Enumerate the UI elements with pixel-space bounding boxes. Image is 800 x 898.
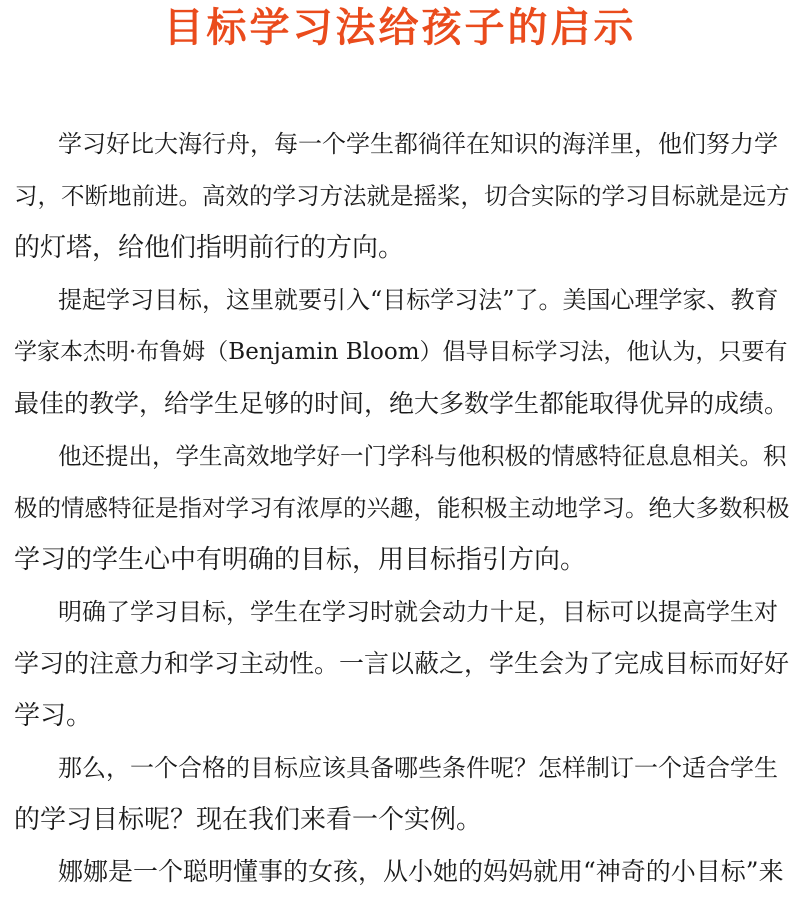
text-line: 学习的学生心中有明确的目标，用目标指引方向。 [14, 545, 587, 575]
paragraph-5 [14, 742, 790, 846]
text-line: 娜娜是一个聪明懂事的女孩，从小她的妈妈就用“神奇的小目标”来 [58, 857, 784, 886]
text-line: 习，不断地前进。高效的学习方法就是摇桨，切合实际的学习目标就是远方 [14, 182, 790, 210]
paragraph-3 [14, 430, 790, 586]
text-line: 他还提出，学生高效地学好一门学科与他积极的情感特征息息相关。积 [58, 442, 787, 470]
text-line: 提起学习目标，这里就要引入“目标学习法”了。美国心理学家、教育 [58, 286, 779, 314]
paragraph-4 [14, 586, 790, 742]
paragraph-2 [14, 274, 790, 430]
text-line: 学习的注意力和学习主动性。一言以蔽之，学生会为了完成目标而好好 [14, 649, 790, 678]
text-line: 学习好比大海行舟，每一个学生都徜徉在知识的海洋里，他们努力学 [58, 130, 778, 158]
text-line: 最佳的教学，给学生足够的时间，绝大多数学生都能取得优异的成绩。 [14, 389, 790, 418]
text-line: 的学习目标呢？现在我们来看一个实例。 [14, 805, 483, 835]
text-line: 那么，一个合格的目标应该具备哪些条件呢？怎样制订一个适合学生 [58, 754, 778, 782]
text-line: 明确了学习目标，学生在学习时就会动力十足，目标可以提高学生对 [58, 598, 778, 626]
page-title: 目标学习法给孩子的启示 [163, 5, 637, 51]
text-line: 的灯塔，给他们指明前行的方向。 [14, 233, 405, 263]
paragraph-1 [14, 118, 790, 274]
text-line: 学习。 [14, 701, 93, 731]
article-body [14, 118, 790, 898]
text-line: 极的情感特征是指对学习有浓厚的兴趣，能积极主动地学习。绝大多数积极 [14, 494, 790, 522]
paragraph-6 [14, 846, 790, 898]
text-line: 学家本杰明·布鲁姆（Benjamin Bloom）倡导目标学习法，他认为，只要有 [14, 339, 788, 365]
